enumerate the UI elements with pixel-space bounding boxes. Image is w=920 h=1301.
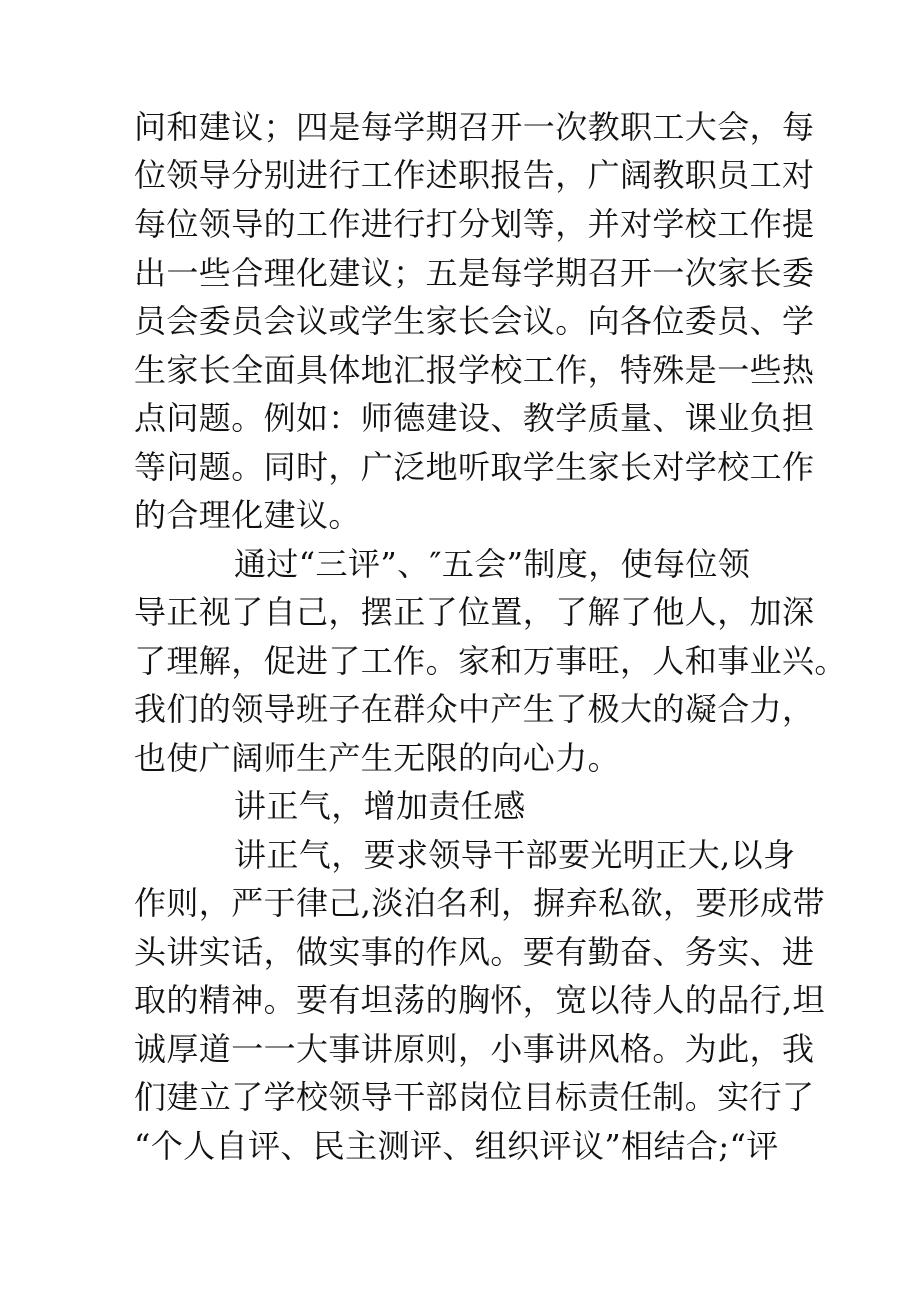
text-line: 位领导分别进行工作述职报告，广阔教职员工对 [134, 156, 815, 194]
text-line: 头讲实话，做实事的作风。要有勤奋、务实、进 [134, 933, 815, 971]
text-line: 的合理化建议。 [134, 496, 361, 534]
text-line: 等问题。同时，广泛地听取学生家长对学校工作 [134, 448, 815, 486]
text-line: 也使广阔师生产生无限的向心力。 [134, 739, 621, 777]
text-line: 问和建议；四是每学期召开一次教职工大会，每 [134, 108, 815, 146]
text-line: 了理解，促进了工作。家和万事旺，人和事业兴。 [134, 642, 847, 680]
paragraph-first-line: 讲正气，要求领导干部要光明正大,以身 [234, 836, 796, 874]
text-line: 导正视了自己，摆正了位置，了解了他人，加深 [134, 593, 815, 631]
text-line: 诚厚道一一大事讲原则，小事讲风格。为此，我 [134, 1030, 815, 1068]
text-line: 取的精神。要有坦荡的胸怀，宽以待人的品行,坦 [134, 981, 825, 1019]
section-heading: 讲正气，增加责任感 [234, 787, 526, 825]
text-line: 作则，严于律己,淡泊名利，摒弃私欲，要形成带 [134, 884, 825, 922]
text-line: 点问题。例如：师德建设、教学质量、课业负担 [134, 399, 815, 437]
text-line: 每位领导的工作进行打分划等，并对学校工作提 [134, 205, 815, 243]
text-line: 们建立了学校领导干部岗位目标责任制。实行了 [134, 1078, 815, 1116]
text-line: 我们的领导班子在群众中产生了极大的凝合力， [134, 690, 815, 728]
text-line: “个人自评、民主测评、组织评议”相结合;“评 [134, 1127, 779, 1165]
text-line: 出一些合理化建议；五是每学期召开一次家长委 [134, 254, 815, 292]
paragraph-first-line: 通过“三评”、″五会”制度，使每位领 [234, 545, 751, 583]
text-line: 生家长全面具体地汇报学校工作，特殊是一些热 [134, 351, 815, 389]
text-line: 员会委员会议或学生家长会议。向各位委员、学 [134, 302, 815, 340]
